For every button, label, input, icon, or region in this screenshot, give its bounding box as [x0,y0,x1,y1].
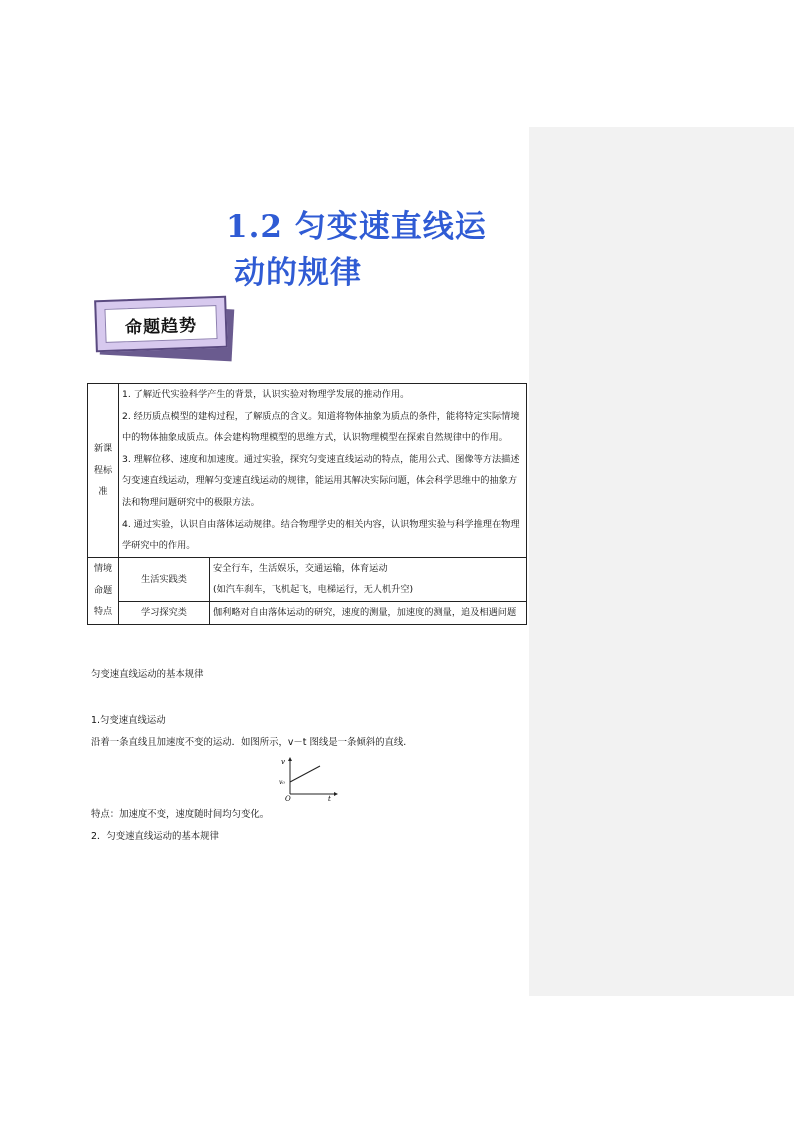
new-standard-content [119,384,527,558]
new-standard-label: 新课程标准 [88,384,119,558]
vt-graph [278,756,338,802]
v0-label: v₀ [279,779,285,786]
title-line-1: 1.2 匀变速直线运 [226,209,487,245]
comment-pane [529,127,794,996]
table-row [88,557,527,601]
lesson-title [226,204,526,296]
title-line-2: 动的规律 [234,255,362,291]
subsection-2: 2．匀变速直线运动的基本规律 [91,831,219,842]
subsection-1: 1.匀变速直线运动 [91,715,166,726]
standard-item: 3. 理解位移、速度和加速度。通过实验，探究匀变速直线运动的特点，能用公式、图像等方法描述匀变速直线运动，理解匀变速直线运动的规律，能运用其解决实际问题，体会科学思维中的抽象方法和物理问题研究中的极限方法。 [122,453,520,508]
standard-item: 2. 经历质点模型的建构过程，了解质点的含义。知道将物体抽象为质点的条件，能将特定实际情境中的物体抽象成质点。体会建构物理模型的思维方式，认识物理模型在探索自然规律中的作用。 [122,410,520,444]
origin-label: O [285,795,291,802]
standard-item: 4. 通过实验，认识自由落体运动规律。结合物理学史的相关内容，认识物理实验与科学推理在物理学研究中的作用。 [122,518,520,552]
life-line-1: 安全行车，生活娱乐，交通运输，体育运动 [213,562,388,574]
v-axis-arrow [288,757,292,761]
badge-frame [94,296,228,353]
definition-line: 沿着一条直线且加速度不变的运动．如图所示，v－t 图线是一条倾斜的直线. [91,737,407,748]
standards-table [87,383,527,625]
feature-line: 特点：加速度不变，速度随时间均匀变化。 [91,809,270,820]
v-axis-label: v [281,758,285,766]
life-line-2: (如汽车刹车，飞机起飞，电梯运行，无人机升空) [213,584,414,596]
standard-item: 1. 了解近代实验科学产生的背景，认识实验对物理学发展的推动作用。 [122,389,410,400]
trend-badge [93,298,241,366]
t-axis-arrow [334,792,338,796]
scenario-label: 情境命题特点 [88,557,119,624]
vt-line [290,766,320,782]
study-explore-content: 伽利略对自由落体运动的研究，速度的测量，加速度的测量，追及相遇问题 [210,601,527,624]
table-row [88,601,527,624]
t-axis-label: t [328,795,331,802]
section-title: 匀变速直线运动的基本规律 [91,669,204,680]
table-row [88,384,527,558]
study-explore-label: 学习探究类 [119,601,210,624]
badge-label: 命题趋势 [104,305,217,343]
life-practice-label: 生活实践类 [119,557,210,601]
life-practice-content [210,557,527,601]
